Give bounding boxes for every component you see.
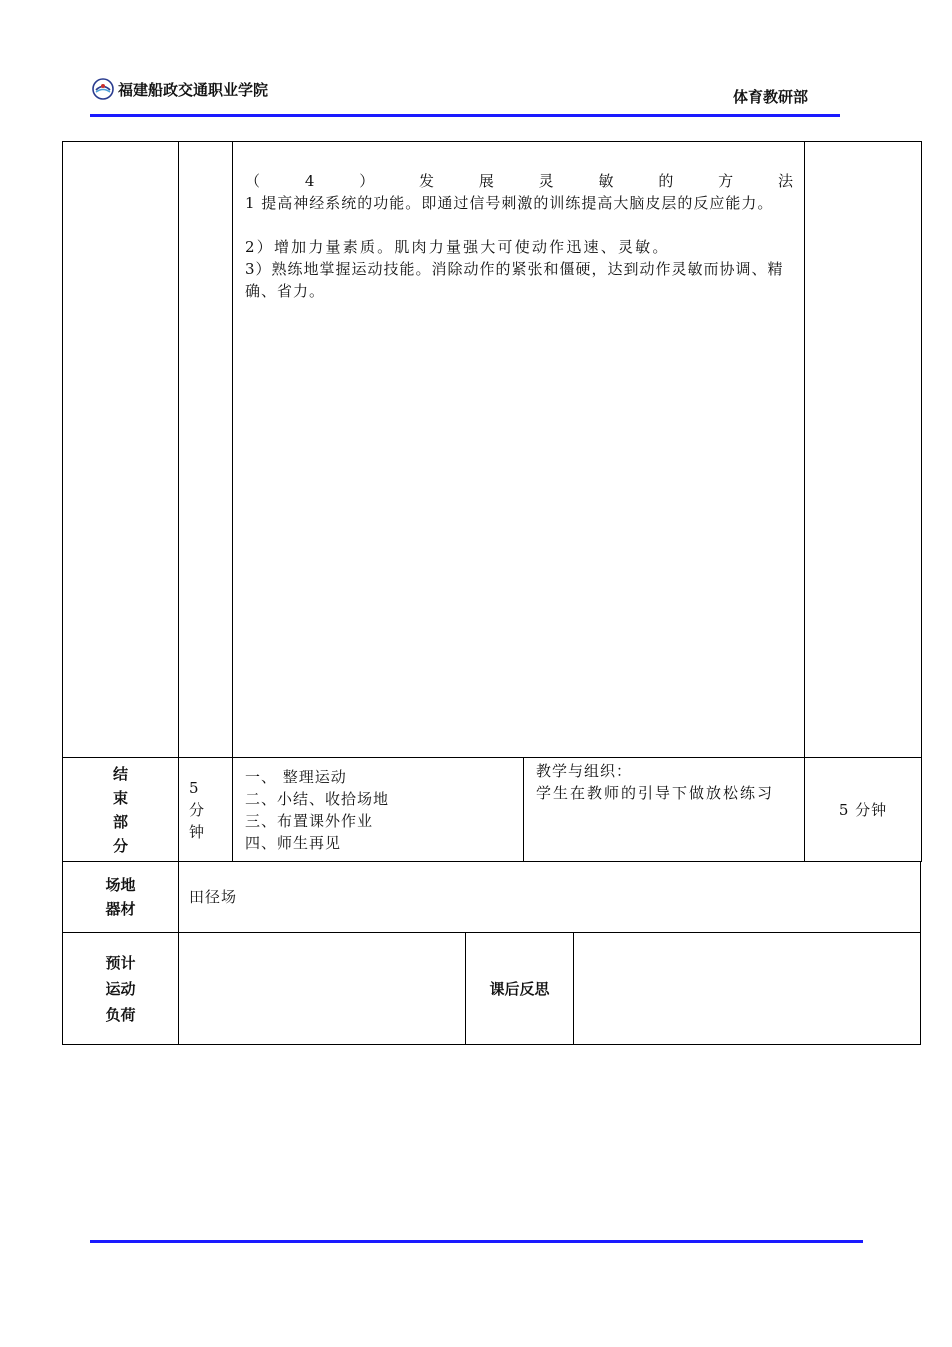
reflection-label: 课后反思	[466, 933, 574, 1045]
institution-name: 福建船政交通职业学院	[118, 80, 269, 99]
lesson-row	[63, 142, 922, 758]
venue-label: 场地 器材	[63, 862, 179, 933]
department-name: 体育教研部	[733, 88, 809, 106]
section-cell	[63, 142, 179, 758]
content-heading: （ 4 ） 发 展 灵 敏 的 方 法	[245, 172, 794, 190]
ending-organization: 教学与组织： 学生在教师的引导下做放松练习	[524, 758, 805, 862]
content-point-1: 1 提高神经系统的功能。即通过信号刺激的训练提高大脑皮层的反应能力。	[245, 194, 774, 212]
load-label: 预计 运动 负荷	[63, 933, 179, 1045]
footer-rule	[90, 1240, 863, 1243]
duration-cell	[179, 142, 233, 758]
institution-header	[92, 78, 268, 100]
lesson-table	[62, 141, 922, 862]
header-rule	[90, 114, 840, 117]
venue-row	[63, 862, 921, 933]
reflection-value	[574, 933, 921, 1045]
content-point-2: 2）增加力量素质。肌肉力量强大可使动作迅速、灵敏。	[245, 238, 670, 256]
load-table	[62, 932, 921, 1045]
time-cell	[805, 142, 922, 758]
ending-steps: 一、 整理运动 二、小结、收拾场地 三、布置课外作业 四、师生再见	[233, 758, 524, 862]
ending-time: 5 分钟	[805, 758, 922, 862]
ending-duration: 5 分 钟	[179, 758, 233, 862]
venue-table	[62, 861, 921, 933]
content-point-3: 3）熟练地掌握运动技能。消除动作的紧张和僵硬，达到动作灵敏而协调、精确、省力。	[245, 260, 784, 300]
venue-value: 田径场	[179, 862, 921, 933]
lesson-content-cell	[233, 142, 805, 758]
ending-section-label: 结 束 部 分	[63, 758, 179, 862]
ending-row	[63, 758, 922, 862]
load-value	[179, 933, 466, 1045]
school-logo-icon	[92, 78, 114, 100]
load-row	[63, 933, 921, 1045]
